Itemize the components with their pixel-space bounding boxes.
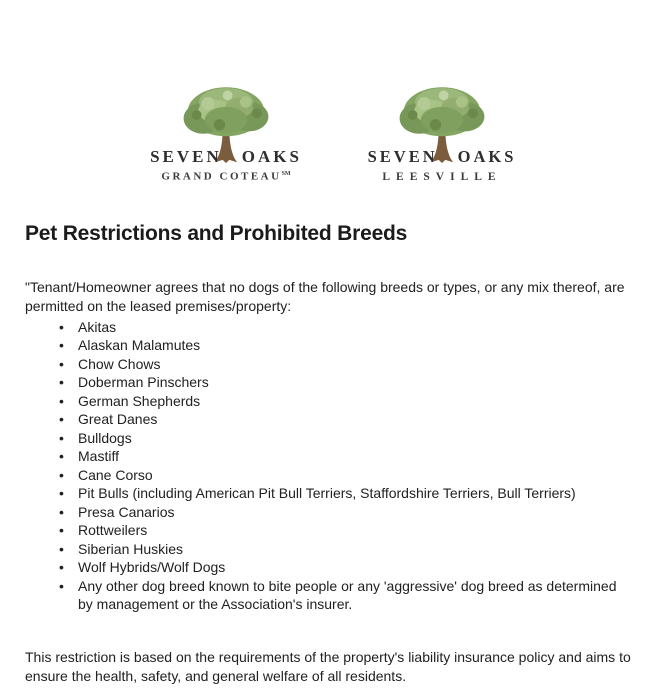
breed-list-item: • Mastiff [25,447,625,466]
breed-list-item: • Rottweilers [25,521,625,540]
breed-list-item: • Any other dog breed known to bite people or any 'aggressive' dog breed as determined by management or the Association's insurer. [25,577,625,614]
breed-list-item: • Wolf Hybrids/Wolf Dogs [25,558,625,577]
logo-seven-oaks-leesville [352,84,532,184]
closing-paragraph: This restriction is based on the requirements of the property's liability insurance policy and aims to ensure the health, safety, and general welfare of all residents. [25,648,631,684]
service-mark: SM [281,171,291,177]
breed-list-item: • German Shepherds [25,392,625,411]
logo-subtitle [161,168,290,184]
breed-list-item: • Alaskan Malamutes [25,336,625,355]
logo-subtitle-text: LEESVILLE [382,170,502,183]
logo-wordmark [368,148,517,166]
breed-list-item: • Chow Chows [25,355,625,374]
breed-list-item: • Bulldogs [25,429,625,448]
logo-header [43,0,625,184]
logo-subtitle [382,168,501,184]
breed-list-item: • Doberman Pinschers [25,373,625,392]
page-title: Pet Restrictions and Prohibited Breeds [25,221,408,245]
breed-list-item: • Siberian Huskies [25,540,625,559]
logo-word-seven: SEVEN [150,147,222,166]
breed-list-item: • Cane Corso [25,466,625,485]
logo-word-oaks: OAKS [241,147,302,166]
logo-subtitle-text: GRAND COTEAU [161,170,282,183]
logo-seven-oaks-grand-coteau [136,84,316,184]
logo-word-seven: SEVEN [367,147,438,166]
logo-wordmark [150,148,302,166]
breed-list-item: • Great Danes [25,410,625,429]
logo-word-oaks: OAKS [457,147,517,166]
breed-list-item: • Pit Bulls (including American Pit Bull Terriers, Staffordshire Terriers, Bull Terriers) [25,484,625,503]
breed-list-item: • Akitas [25,318,625,337]
prohibited-breeds-list [25,318,625,614]
intro-paragraph: "Tenant/Homeowner agrees that no dogs of the following breeds or types, or any mix thereof, are permitted on the leased premises/property: [25,278,625,314]
breed-list-item: • Presa Canarios [25,503,625,522]
